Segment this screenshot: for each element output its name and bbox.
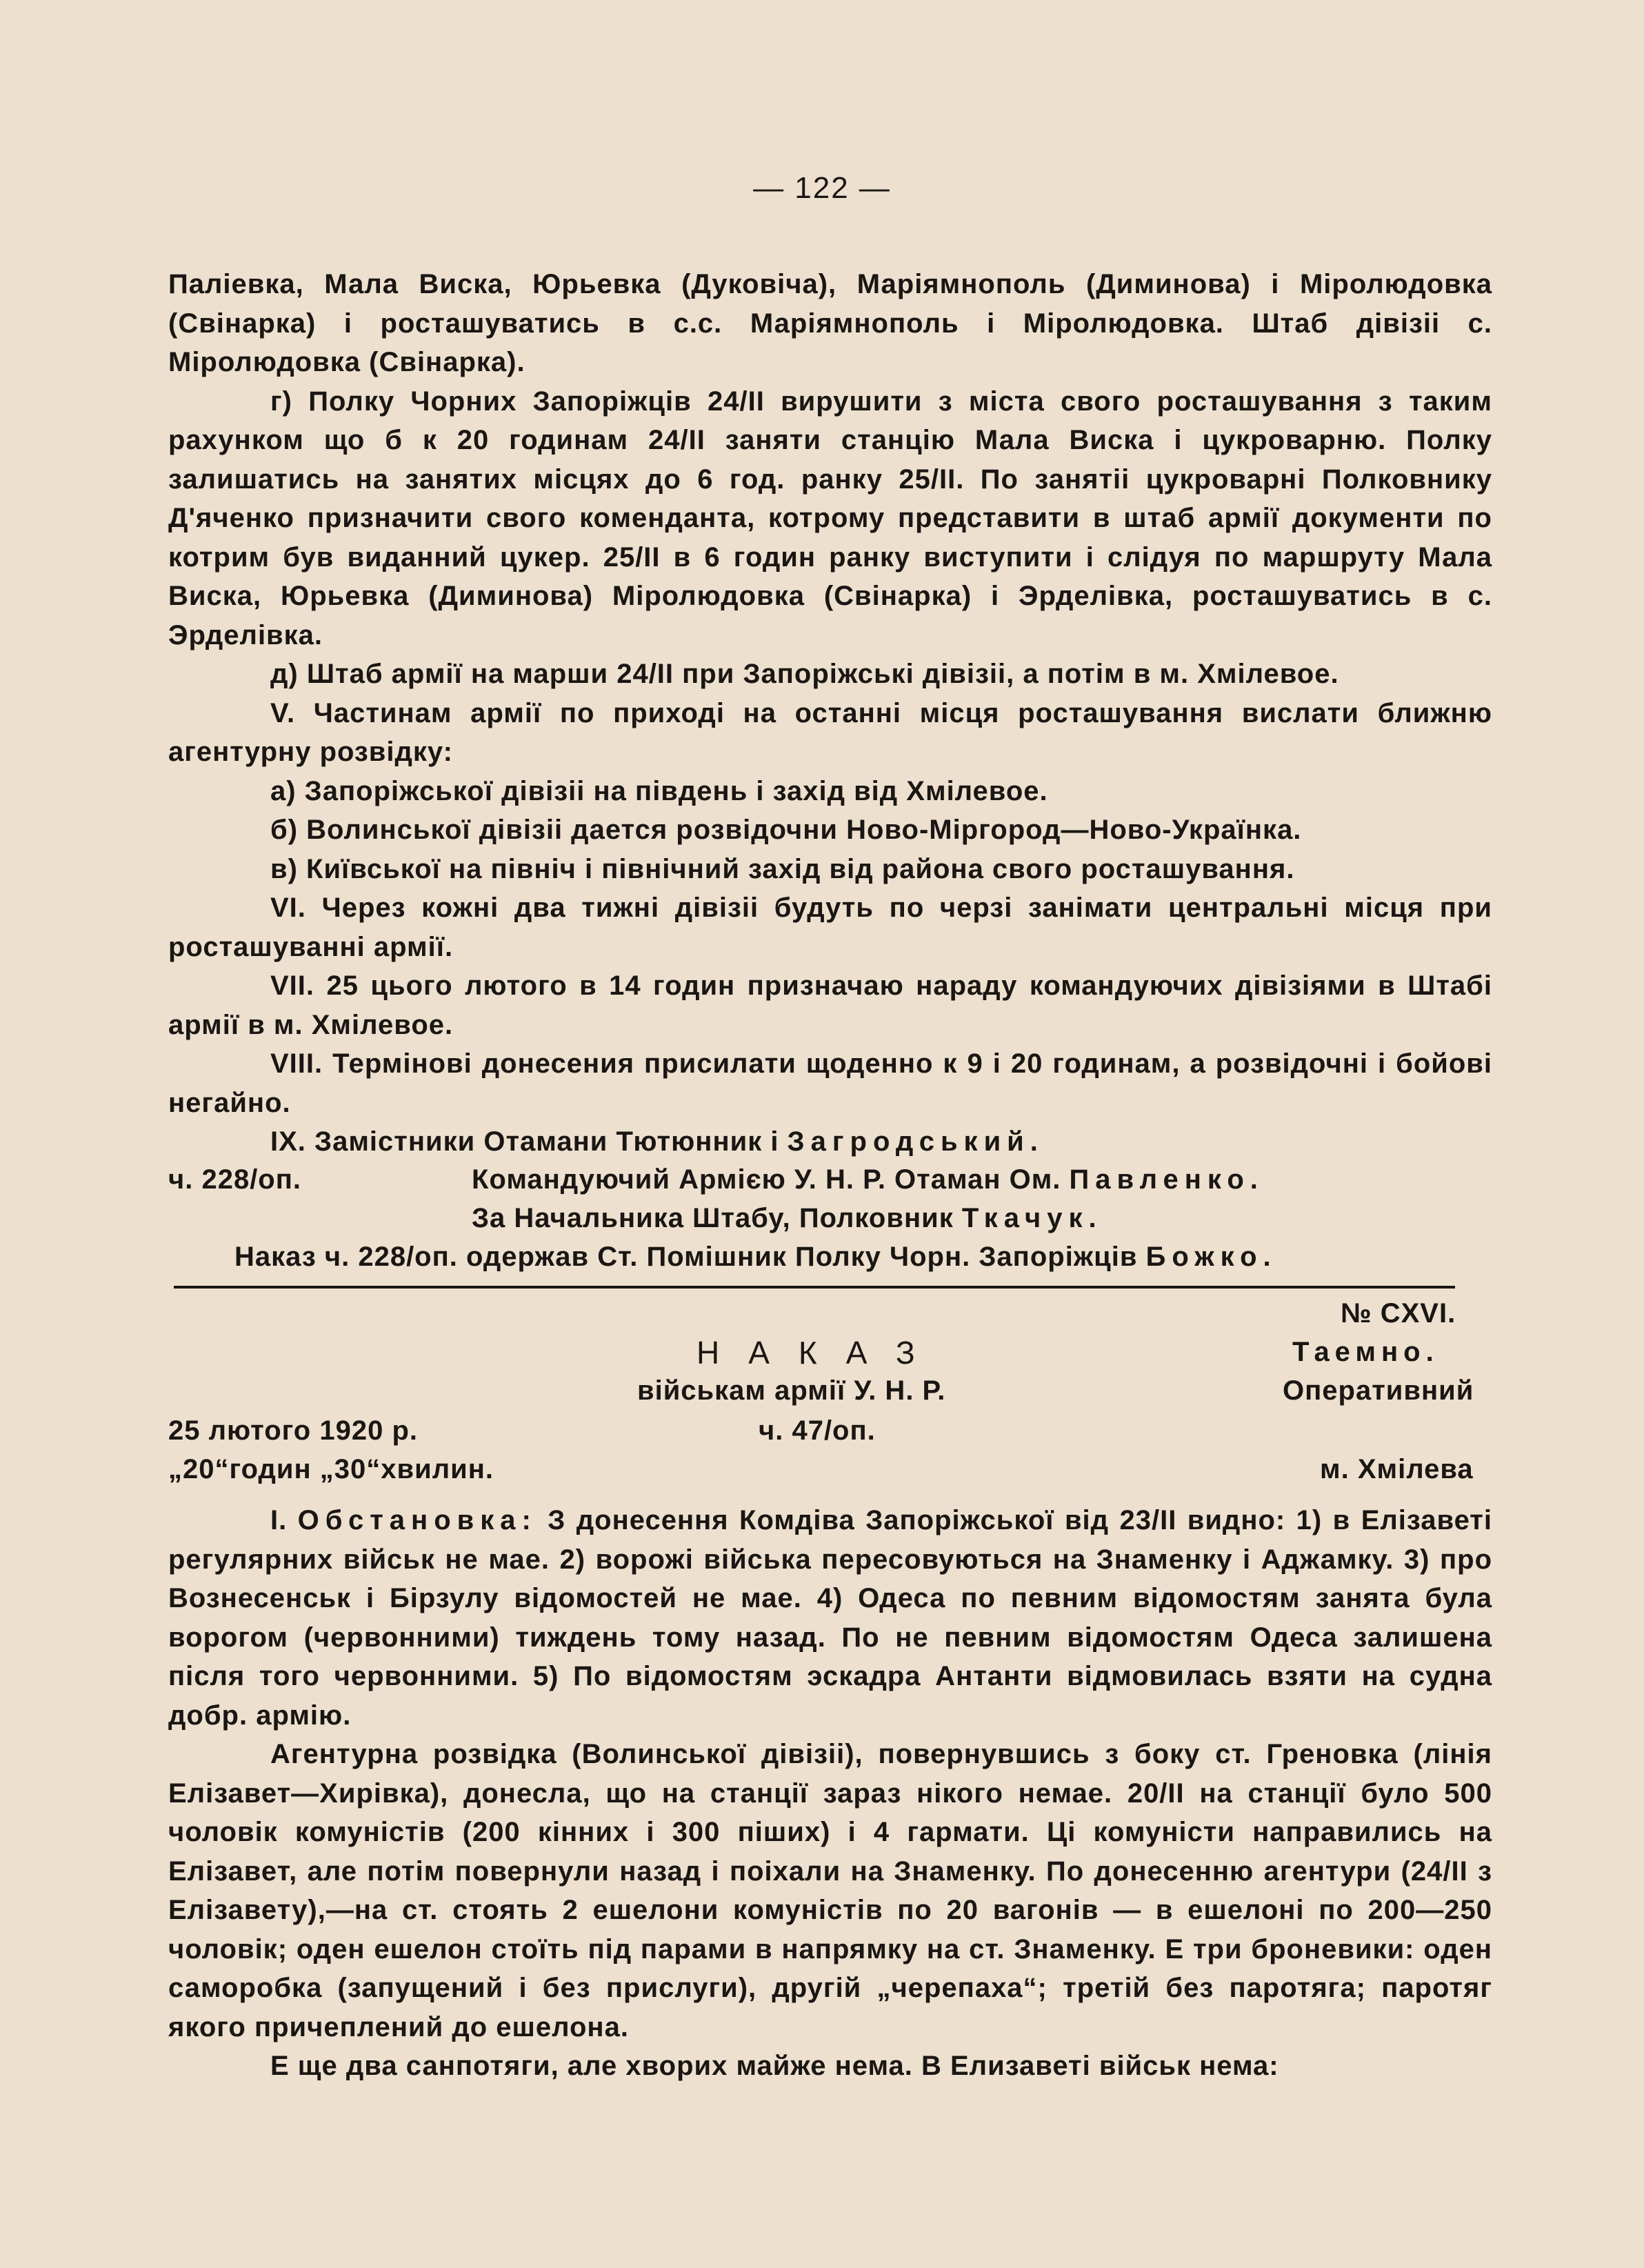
receipt-name: Божко. bbox=[1145, 1242, 1277, 1272]
secret-label: Таемно. bbox=[1292, 1337, 1439, 1367]
deputies-line bbox=[168, 1122, 1492, 1162]
paragraph: Паліевка, Мала Виска, Юрьевка (Дуковіча), Маріямнополь (Диминова) і Міролюдовка (Свінарка) і росташуватись в с.с. Маріямнополь і Міролюдовка. Штаб дівізіі с. Міролюдовка (Свінарка). bbox=[168, 269, 1492, 377]
chief-name: Ткачук. bbox=[961, 1203, 1103, 1233]
order-subtitle: військам армії У. Н. Р. bbox=[637, 1375, 946, 1406]
commander-name: Павленко. bbox=[1069, 1164, 1264, 1195]
receipt-note bbox=[234, 1242, 1277, 1273]
order-date: 25 лютого 1920 р. bbox=[168, 1415, 418, 1446]
situation-text: З донесення Комдіва Запоріжської від 23/II видно: 1) в Елізаветі регулярних військ не мае. 2) ворожі війська пересовуються на Знаменку і Аджамку. 3) про Вознесенськ і Бірзулу відомостей не мае. 4) Одеса по певним відомостям занята була ворогом (червонними) тиждень тому назад. По не певним відомостям Одеса залишена після того червонними. 5) По відомостям эскадра Антанти відмовилась взяти на судна добр. армію. bbox=[168, 1505, 1492, 1731]
paragraph: VII. 25 цього лютого в 14 годин призначаю нараду командуючих дівізіями в Штабі армії в м. Хмілевое. bbox=[168, 971, 1492, 1040]
paragraph: VI. Через кожні два тижні дівізіі будуть по черзі занімати центральні місця при росташуванні армії. bbox=[168, 893, 1492, 962]
paragraph: б) Волинської дівізіі дается розвідочни Ново-Міргород—Ново-Українка. bbox=[270, 815, 1302, 845]
page-number: — 122 — bbox=[753, 171, 891, 205]
paragraph: Агентурна розвідка (Волинської дівізіі), повернувшись з боку ст. Греновка (лінія Елізавет—Хирівка), донесла, що на станції зараз нікого немае. 20/II на станції було 500 чоловік комуністів (200 кінних і 300 піших) і 4 гармати. Ці комуністи направились на Елізавет, але потім повернули назад і поіхали на Знаменку. По донесенню агентури (24/II з Елізавету),—на ст. стоять 2 ешелони комуністів по 20 вагонів — в ешелоні по 200—250 чоловік; оден ешелон стоїть під парами в напрямку на ст. Знаменку. Е три броневики: оден саморобка (запущений і без прислуги), другій „черепаха“; третій без паротяга; паротяг якого причеплений до ешелона. bbox=[168, 1739, 1492, 2042]
order-sub-number: ч. 47/оп. bbox=[759, 1415, 876, 1446]
paragraph: а) Запоріжської дівізіі на південь і захід від Хмілевое. bbox=[270, 775, 1048, 806]
section-divider bbox=[174, 1286, 1455, 1289]
paragraph: г) Полку Чорних Запоріжців 24/II вирушити з міста свого росташування з таким рахунком що б к 20 годинам 24/II заняти станцію Мала Виска і цукроварню. Полку залишатись на занятих місцях до 6 год. ранку 25/II. По занятіі цукроварні Полковнику Д'яченко призначити свого коменданта, котрому представити в штаб армії документи по котрим був виданний цукер. 25/II в 6 годин ранку виступити і слідуя по маршруту Мала Виска, Юрьевка (Диминова) Міролюдовка (Свінарка) і Эрделівка, росташуватись в с. Эрделівка. bbox=[168, 386, 1492, 650]
order-number: ч. 228/оп. bbox=[168, 1164, 302, 1195]
chief-prefix: За Начальника Штабу, Полковник bbox=[472, 1203, 962, 1233]
commander-signature bbox=[472, 1164, 1264, 1195]
chief-of-staff-signature bbox=[472, 1203, 1103, 1234]
operational-label: Оперативний bbox=[1283, 1375, 1474, 1406]
order-time: „20“годин „30“хвилин. bbox=[168, 1454, 494, 1484]
paragraph: д) Штаб армії на марши 24/II при Запоріжські дівізіі, а потім в м. Хмілевое. bbox=[270, 659, 1339, 689]
situation-paragraph bbox=[168, 1501, 1492, 1735]
situation-prefix: I. bbox=[270, 1505, 298, 1535]
paragraph: VIII. Термінові донесения присилати щоденно к 9 і 20 годинам, а розвідочні і бойові негайно. bbox=[168, 1048, 1492, 1118]
paragraph: в) Київської на північ і північний захід від района свого росташування. bbox=[270, 853, 1295, 884]
paragraph: V. Частинам армії по приході на останні місця росташування вислати ближню агентурну розвідку: bbox=[168, 697, 1492, 767]
order-body bbox=[168, 1501, 1492, 2086]
order-title: НАКАЗ bbox=[696, 1335, 944, 1371]
order-roman-number: № CXVI. bbox=[1341, 1298, 1456, 1329]
order-place: м. Хмілева bbox=[1320, 1454, 1474, 1484]
commander-prefix: Командуючий Армією У. Н. Р. Отаман Ом. bbox=[472, 1164, 1070, 1195]
deputies-name: Загродський. bbox=[787, 1126, 1044, 1157]
order-continuation bbox=[168, 265, 1492, 1162]
receipt-prefix: Наказ ч. 228/оп. одержав Ст. Помішник Полку Чорн. Запоріжців bbox=[234, 1242, 1146, 1272]
paragraph: Е ще два санпотяги, але хворих майже нема. В Елизаветі військ нема: bbox=[270, 2051, 1279, 2081]
situation-heading: Обстановка: bbox=[297, 1505, 537, 1535]
deputies-prefix: IX. Замістники Отамани Тютюнник і bbox=[270, 1126, 788, 1157]
